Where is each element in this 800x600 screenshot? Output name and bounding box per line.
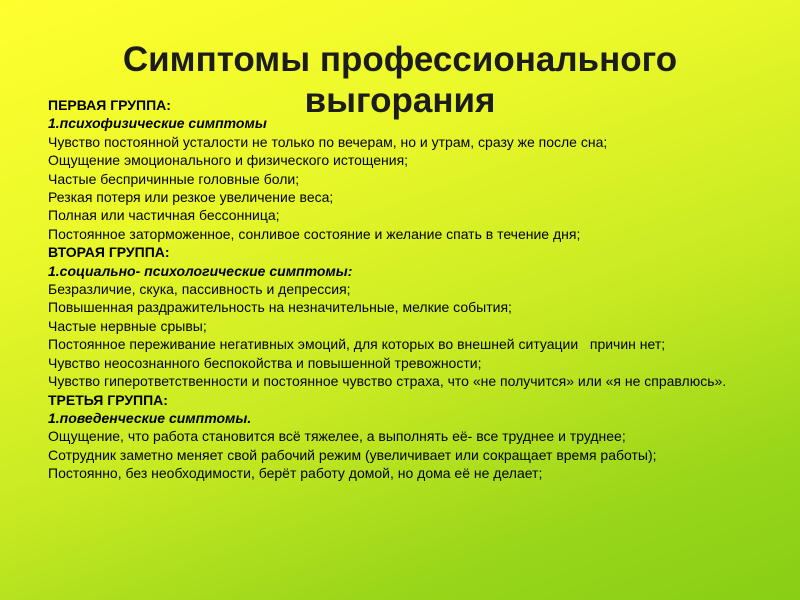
symptom-item: Постоянное заторможенное, сонливое состояние и желание спать в течение дня; <box>48 225 581 242</box>
group-category-behavioral: 1.поведенческие симптомы. <box>48 409 252 426</box>
group-category-sociopsychological: 1.социально- психологические симптомы: <box>48 262 353 279</box>
symptom-item: Ощущение эмоционального и физического истощения; <box>48 152 409 169</box>
title-line-1: Симптомы профессионального <box>122 40 678 80</box>
symptom-item: Повышенная раздражительность на незначительные, мелкие события; <box>48 299 512 316</box>
symptom-item: Ощущение, что работа становится всё тяжелее, а выполнять её- все труднее и труднее; <box>48 428 626 445</box>
symptom-item: Чувство неосознанного беспокойства и повышенной тревожности; <box>48 354 482 371</box>
symptom-item: Частые нервные срывы; <box>48 317 207 334</box>
group-category-psychophysical: 1.психофизические симптомы <box>48 115 267 132</box>
group-heading-first: ПЕРВАЯ ГРУППА: <box>48 97 171 113</box>
group-heading-third: ТРЕТЬЯ ГРУППА: <box>48 391 168 408</box>
symptom-item: Чувство гиперответственности и постоянное чувство страха, что «не получится» или «я не справлюсь». <box>48 373 727 390</box>
symptom-item: Резкая потеря или резкое увеличение веса; <box>48 189 334 206</box>
symptom-item: Постоянно, без необходимости, берёт работу домой, но дома её не делает; <box>48 465 543 482</box>
symptoms-list <box>48 96 768 483</box>
symptom-item: Частые беспричинные головные боли; <box>48 170 300 187</box>
symptom-item: Чувство постоянной усталости не только по вечерам, но и утрам, сразу же после сна; <box>48 133 608 150</box>
symptom-item: Полная или частичная бессонница; <box>48 207 280 224</box>
title-line-2: выгорания <box>304 81 496 121</box>
group-heading-second: ВТОРАЯ ГРУППА: <box>48 244 170 261</box>
symptom-item: Постоянное переживание негативных эмоций, для которых во внешней ситуации причин нет; <box>48 336 666 353</box>
symptom-item: Безразличие, скука, пассивность и депрессия; <box>48 281 351 298</box>
symptom-item: Сотрудник заметно меняет свой рабочий режим (увеличивает или сокращает время работы); <box>48 446 657 463</box>
